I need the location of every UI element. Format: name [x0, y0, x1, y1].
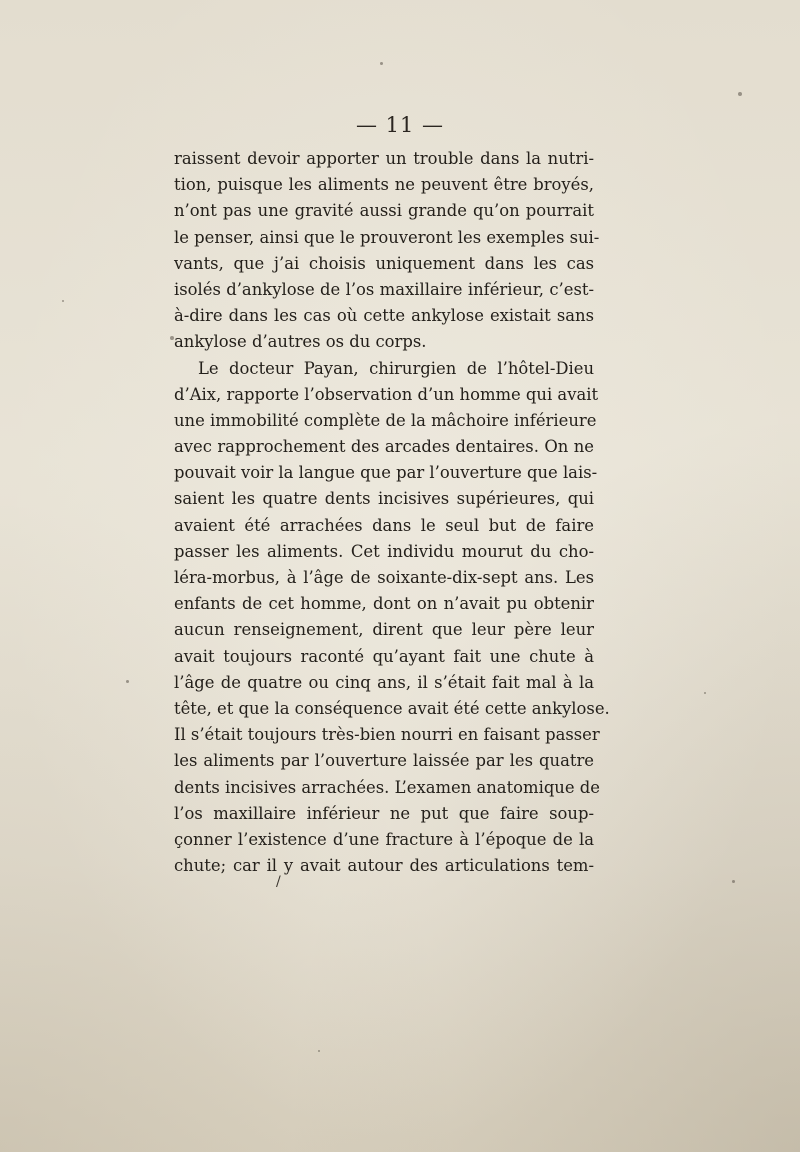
text-line: une immobilité complète de la mâchoire inférieure [174, 410, 597, 430]
text-line: n’ont pas une gravité aussi grande qu’on pourrait [174, 201, 594, 221]
body-text [174, 146, 610, 879]
text-line: avait toujours raconté qu’ayant fait une chute à [174, 646, 594, 666]
text-line: raissent devoir apporter un trouble dans la nutri- [174, 149, 594, 168]
text-line: avaient été arrachées dans le seul but de faire [174, 515, 594, 535]
text-line: les aliments par l’ouverture laissée par les quatre [174, 751, 594, 771]
text-line: aucun renseignement, dirent que leur père leur [174, 620, 594, 640]
text-line: le penser, ainsi que le prouveront les exemples sui- [174, 227, 600, 247]
text-line: passer les aliments. Cet individu mourut du cho- [174, 541, 594, 561]
text-line: vants, que j’ai choisis uniquement dans les cas [174, 253, 594, 273]
text-line: dents incisives arrachées. L’examen anatomique de [174, 777, 600, 797]
text-line: saient les quatre dents incisives supérieures, qui [174, 489, 594, 509]
text-line: d’Aix, rapporte l’observation d’un homme qui avait [174, 384, 599, 404]
text-line: avec rapprochement des arcades dentaires. On ne [174, 437, 594, 457]
signature-mark: / [276, 874, 281, 890]
paper-speck [732, 880, 735, 883]
text-line: à-dire dans les cas où cette ankylose existait sans [174, 306, 594, 326]
text-line: chute; car il y avait autour des articulations tem- [174, 856, 594, 876]
text-line: Il s’était toujours très-bien nourri en faisant passer [174, 725, 600, 745]
text-line: l’âge de quatre ou cinq ans, il s’était fait mal à la [174, 672, 594, 692]
text-line: çonner l’existence d’une fracture à l’époque de la [174, 829, 594, 849]
text-line: léra-morbus, à l’âge de soixante-dix-sept ans. Les [174, 568, 594, 587]
text-line: l’os maxillaire inférieur ne put que faire soup- [174, 803, 594, 823]
paper-speck [126, 680, 129, 683]
paper-speck [318, 1050, 320, 1052]
text-line: Le docteur Payan, chirurgien de l’hôtel-Dieu [198, 358, 594, 378]
text-line: tête, et que la conséquence avait été cette ankylose. [174, 698, 610, 718]
paper-speck [704, 692, 706, 694]
paper-speck [62, 300, 64, 302]
text-line: ankylose d’autres os du corps. [174, 332, 427, 352]
paper-speck [380, 62, 383, 65]
text-line: isolés d’ankylose de l’os maxillaire inférieur, c’est- [174, 279, 594, 299]
text-line: enfants de cet homme, dont on n’avait pu obtenir [174, 594, 594, 614]
text-line: tion, puisque les aliments ne peuvent être broyés, [174, 175, 594, 195]
text-line: pouvait voir la langue que par l’ouverture que lais- [174, 463, 598, 483]
paper-speck [738, 92, 742, 96]
page-number: — 11 — [355, 113, 445, 137]
